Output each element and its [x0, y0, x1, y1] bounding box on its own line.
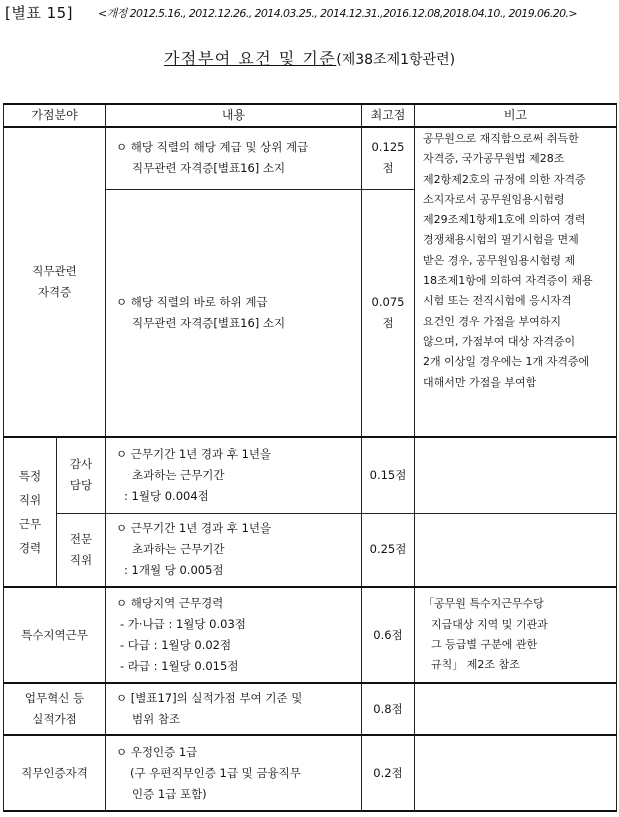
- title-main: 가점부여 요건 및 기준: [163, 49, 337, 68]
- category-license: 직무관련 자격증: [4, 127, 106, 437]
- table-label: [별표 15]: [5, 4, 74, 22]
- remarks-audit: [415, 437, 617, 513]
- remarks-certification: [415, 735, 617, 811]
- score-license-lower: 0.075 점: [362, 189, 415, 437]
- score-certification: 0.2점: [362, 735, 415, 811]
- content-expert: ㅇ 근무기간 1년 경과 후 1년을 초과하는 근무기간 : 1개월 당 0.005점: [106, 513, 362, 587]
- subcategory-expert: 전문 직위: [57, 513, 106, 587]
- category-special-position: 특정 직위 근무 경력: [4, 437, 57, 587]
- content-innovation: ㅇ [별표17]의 실적가점 부여 기준 및 범위 참조: [106, 683, 362, 735]
- table-row: [4, 437, 617, 513]
- remarks-license: 공무원으로 재직함으로써 취득한 자격증, 국가공무원법 제28조 제2항제2호의 규정에 의한 자격증 소지자로서 공무원임용시험령 제29조제1항제1호에 의하여 경력 경쟁채용시험의 필기시험을 면제 받은 경우, 공무원임용시험령 제 18조제1항에 의하여 자격증이 채용 시험 또는 전직시험에 응시자격 요건인 경우 가점을 부여하지 않으며, 가점부여 대상 자격증이 2개 이상일 경우에는 1개 자격증에 대해서만 가점을 부여함: [415, 127, 617, 437]
- subcategory-audit: 감사 담당: [57, 437, 106, 513]
- category-innovation: 업무혁신 등 실적가점: [4, 683, 106, 735]
- remarks-innovation: [415, 683, 617, 735]
- title-sub: (제38조제1항관련): [336, 52, 456, 68]
- remarks-expert: [415, 513, 617, 587]
- col-header-remarks: 비고: [415, 104, 617, 127]
- table-row: [4, 735, 617, 811]
- col-header-category: 가점분야: [4, 104, 106, 127]
- content-audit: ㅇ 근무기간 1년 경과 후 1년을 초과하는 근무기간 : 1월당 0.004점: [106, 437, 362, 513]
- table-row: [4, 683, 617, 735]
- document-title: [0, 46, 619, 69]
- content-certification: ㅇ 우정인증 1급 (구 우편직무인증 1급 및 금융직무 인증 1급 포함): [106, 735, 362, 811]
- content-license-upper: ㅇ 해당 직렬의 해당 계급 및 상위 계급 직무관련 자격증[별표16] 소지: [106, 127, 362, 189]
- score-special-region: 0.6점: [362, 587, 415, 683]
- header-row: [4, 104, 617, 127]
- revision-dates: <개정 2012.5.16., 2012.12.26., 2014.03.25., 2014.12.31.,2016.12.08,2018.04.10., 2019.06.20.>: [98, 7, 577, 20]
- category-certification: 직무인증자격: [4, 735, 106, 811]
- score-expert: 0.25점: [362, 513, 415, 587]
- col-header-content: 내용: [106, 104, 362, 127]
- bonus-points-table: [3, 103, 617, 812]
- score-innovation: 0.8점: [362, 683, 415, 735]
- category-special-region: 특수지역근무: [4, 587, 106, 683]
- content-special-region: ㅇ 해당지역 근무경력 - 가·나급 : 1월당 0.03점 - 다급 : 1월당 0.02점 - 라급 : 1월당 0.015점: [106, 587, 362, 683]
- score-audit: 0.15점: [362, 437, 415, 513]
- content-license-lower: ㅇ 해당 직렬의 바로 하위 계급 직무관련 자격증[별표16] 소지: [106, 189, 362, 437]
- col-header-max-score: 최고점: [362, 104, 415, 127]
- score-license-upper: 0.125 점: [362, 127, 415, 189]
- remarks-special-region: 「공무원 특수지근무수당 지급대상 지역 및 기관과 그 등급별 구분에 관한 규칙」 제2조 참조: [415, 587, 617, 683]
- document-header: [2, 0, 617, 26]
- table-row: [4, 513, 617, 587]
- table-row: [4, 587, 617, 683]
- table-row: [4, 127, 617, 189]
